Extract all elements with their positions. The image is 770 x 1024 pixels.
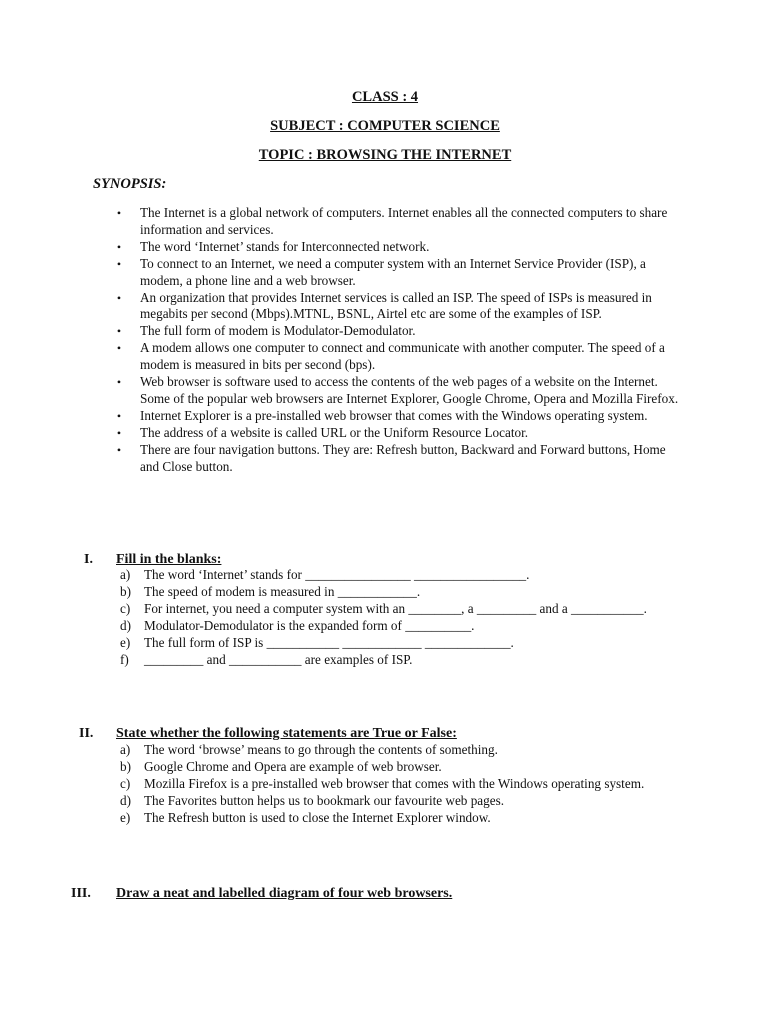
item-letter: e)	[120, 634, 131, 650]
item-text: The Refresh button is used to close the Internet Explorer window.	[144, 809, 491, 825]
list-item	[113, 290, 683, 324]
item-text: The full form of ISP is ___________ ____________ _____________.	[144, 634, 514, 650]
item-letter: a)	[120, 567, 131, 582]
bullet-icon: •	[116, 442, 122, 457]
item-text: The Favorites button helps us to bookmark our favourite web pages.	[144, 792, 505, 808]
list-item	[120, 584, 680, 601]
topic-heading: TOPIC : BROWSING THE INTERNET	[258, 147, 512, 163]
synopsis-point: There are four navigation buttons. They are: Refresh button, Backward and Forward buttons, Home and Close button.	[140, 441, 666, 474]
list-item	[113, 442, 683, 476]
bullet-icon: •	[116, 341, 122, 356]
synopsis-point: The full form of modem is Modulator-Demodulator.	[140, 323, 416, 339]
list-item	[120, 652, 680, 669]
list-item	[113, 374, 683, 408]
section-2-list	[120, 742, 680, 827]
list-item	[120, 742, 680, 759]
item-text: The word ‘browse’ means to go through the contents of something.	[144, 742, 498, 757]
synopsis-point: The address of a website is called URL or the Uniform Resource Locator.	[140, 424, 529, 440]
item-letter: a)	[120, 742, 131, 757]
item-text: The word ‘Internet’ stands for ________________ _________________.	[144, 567, 530, 582]
synopsis-list	[113, 205, 683, 476]
item-text: _________ and ___________ are examples of ISP.	[144, 651, 413, 667]
subject-heading: SUBJECT : COMPUTER SCIENCE	[270, 118, 500, 134]
synopsis-title: SYNOPSIS:	[93, 176, 167, 192]
item-text: Mozilla Firefox is a pre-installed web browser that comes with the Windows operating system.	[144, 775, 645, 791]
section-1-title: Fill in the blanks:	[116, 552, 222, 567]
bullet-icon: •	[116, 408, 122, 423]
list-item	[113, 323, 683, 340]
item-letter: e)	[120, 809, 131, 825]
bullet-icon: •	[116, 206, 122, 220]
section-1-list	[120, 567, 680, 668]
list-item	[113, 340, 683, 374]
bullet-icon: •	[116, 425, 122, 440]
list-item	[120, 618, 680, 635]
item-text: Google Chrome and Opera are example of web browser.	[144, 758, 442, 774]
list-item	[113, 205, 683, 239]
synopsis-point: Web browser is software used to access the contents of the web pages of a website on the Internet. Some of the popular web browsers are Internet Explorer, Google Chrome, Opera and Mozilla Firefox.	[140, 374, 679, 406]
list-item	[120, 601, 680, 618]
list-item	[120, 776, 680, 793]
list-item	[113, 239, 683, 256]
item-letter: c)	[120, 600, 131, 616]
bullet-icon: •	[116, 239, 122, 254]
section-2-title: State whether the following statements are True or False:	[116, 726, 457, 741]
bullet-icon: •	[116, 256, 122, 271]
item-text: Modulator-Demodulator is the expanded form of __________.	[144, 617, 475, 633]
item-letter: c)	[120, 775, 131, 791]
list-item	[120, 810, 680, 827]
synopsis-point: An organization that provides Internet services is called an ISP. The speed of ISPs is measured in megabits per second (Mbps).MTNL, BSNL, Airtel etc are some of the examples of ISP.	[140, 289, 652, 322]
synopsis-point: Internet Explorer is a pre-installed web browser that comes with the Windows operating system.	[140, 407, 648, 423]
bullet-icon: •	[116, 375, 122, 390]
section-1-number: I.	[84, 552, 93, 567]
item-letter: f)	[120, 651, 129, 667]
synopsis-point: The Internet is a global network of computers. Internet enables all the connected computers to share information and services.	[140, 205, 668, 237]
item-text: For internet, you need a computer system with an ________, a _________ and a ___________.	[144, 600, 647, 616]
item-letter: b)	[120, 758, 131, 774]
bullet-icon: •	[116, 324, 122, 339]
synopsis-point: A modem allows one computer to connect and communicate with another computer. The speed of a modem is measured in bits per second (bps).	[140, 340, 665, 373]
list-item	[113, 256, 683, 290]
list-item	[120, 635, 680, 652]
item-letter: d)	[120, 617, 131, 633]
item-text: The speed of modem is measured in ____________.	[144, 583, 421, 599]
class-heading: CLASS : 4	[351, 89, 419, 105]
synopsis-point: To connect to an Internet, we need a computer system with an Internet Service Provider (ISP), a modem, a phone line and a web browser.	[140, 255, 646, 288]
item-letter: d)	[120, 792, 131, 808]
section-3-number: III.	[71, 886, 91, 901]
section-2-number: II.	[79, 726, 94, 741]
list-item	[113, 425, 683, 442]
synopsis-point: The word ‘Internet’ stands for Interconnected network.	[140, 238, 430, 254]
list-item	[120, 793, 680, 810]
list-item	[113, 408, 683, 425]
item-letter: b)	[120, 583, 131, 599]
list-item	[120, 567, 680, 584]
section-3-title: Draw a neat and labelled diagram of four web browsers.	[116, 886, 453, 901]
bullet-icon: •	[116, 290, 122, 305]
list-item	[120, 759, 680, 776]
